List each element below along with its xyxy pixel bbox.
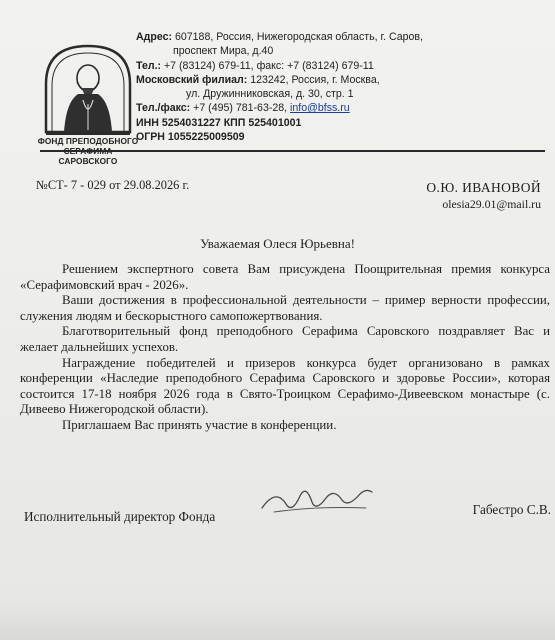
email-link[interactable]: info@bfss.ru [290,102,350,115]
handwritten-signature [256,478,376,520]
paragraph-invitation: Приглашаем Вас принять участие в конференции. [62,417,337,432]
recipient-email: olesia29.01@mail.ru [442,197,541,211]
tel-value: +7 (83124) 679-11, факс: +7 (83124) 679-11 [164,59,374,72]
paragraph-congratulations: Благотворительный фонд преподобного Серафима Саровского поздравляет Вас и желает дальнейших успехов. [20,324,550,354]
recipient-name: О.Ю. ИВАНОВОЙ [426,180,541,195]
letterhead-contacts [136,30,536,144]
address-line-2: проспект Мира, д.40 [173,45,274,58]
letter-body [20,262,550,434]
greeting: Уважаемая Олеся Юрьевна! [200,236,355,251]
letterhead-divider [40,150,545,152]
signatory-title: Исполнительный директор Фонда [24,509,216,524]
telfax-value: +7 (495) 781-63-28, [193,102,288,115]
telfax-label: Тел./факс: [136,102,191,115]
inn-kpp: ИНН 5254031227 КПП 525401001 [136,116,302,129]
address-label: Адрес: [136,31,173,43]
logo-caption-line-2: САРОВСКОГО [58,156,118,166]
page-shadow [0,600,555,640]
paragraph-award: Решением экспертного совета Вам присуждена Поощрительная премия конкурса «Серафимовский врач - 2026». [20,262,550,292]
paragraph-achievements: Ваши достижения в профессиональной деятельности – пример верности профессии, служения людям и бескорыстного самопожертвования. [20,293,550,323]
moscow-branch-label: Московский филиал: [136,73,248,86]
tel-label: Тел.: [136,59,162,72]
signatory-name: Габестро С.В. [472,502,551,517]
ogrn: ОГРН 1055225009509 [136,131,245,144]
moscow-branch-address: 123242, Россия, г. Москва, [250,73,380,86]
moscow-branch-street: ул. Дружинниковская, д. 30, стр. 1 [186,88,354,101]
paragraph-conference: Награждение победителей и призеров конкурса будет организовано в рамках конференции «Наследие преподобного Серафима Саровского и здоровье России», которая состоится 17-18 ноября 2026 года в Свято-Троицком Серафимо-Дивеевском монастыре (с. Дивеево Нижегородской области). [20,355,550,417]
logo-caption-line-1: ФОНД ПРЕПОДОБНОГО [37,136,139,146]
outgoing-number: №СТ- 7 - 029 от 29.08.2026 г. [36,178,190,192]
address-line-1: 607188, Россия, Нижегородская область, г. Саров, [174,31,423,43]
recipient-block [426,180,541,212]
